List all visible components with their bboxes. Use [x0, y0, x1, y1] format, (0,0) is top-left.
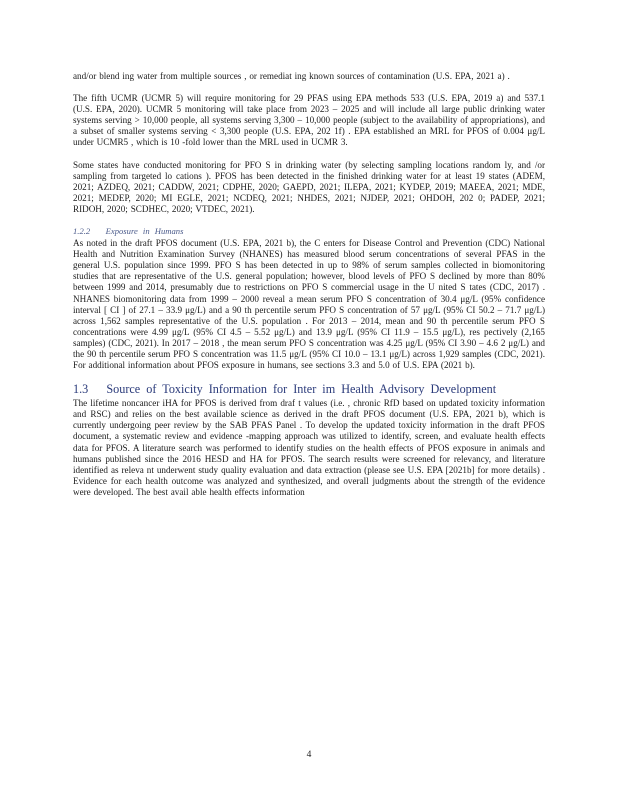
- paragraph-spacer: [73, 82, 545, 93]
- section-number: 1.3: [73, 382, 89, 397]
- page-content: [73, 71, 545, 498]
- paragraph-spacer: [73, 215, 545, 226]
- subsection-title: Exposure in Humans: [105, 226, 184, 237]
- subsection-number: 1.2.2: [73, 226, 91, 237]
- paragraph-spacer: [73, 149, 545, 160]
- paragraph-spacer: [73, 371, 545, 382]
- section-title: Source of Toxicity Information for Inter im Health Advisory Development: [106, 382, 497, 397]
- page-number: 4: [306, 750, 312, 760]
- paragraph-toxicity-source: The lifetime noncancer iHA for PFOS is derived from draf t values (i.e. , chronic RfD based on updated toxicity information and RSC) and relies on the best available science as derived in the draft PFOS document (U.S. EPA, 2021 b), which is currently undergoing peer review by the SAB PFAS Panel . To develop the updated toxicity information in the draft PFOS document, a systematic review and evidence -mapping approach was utilized to identify, screen, and evaluate health effects data for PFOS. A literature search was performed to identify studies on the health effects of PFOS exposure in animals and humans published since the 2016 HESD and HA for PFOS. The search results were screened for relevancy, and literature identified as releva nt underwent study quality evaluation and data extraction (please see U.S. EPA [2021b] for more details) . Evidence for each health outcome was analyzed and synthesized, and overall judgments about the strength of the evidence were developed. The best avail able health effects information: [73, 398, 545, 497]
- paragraph-state-monitoring: Some states have conducted monitoring for PFO S in drinking water (by selecting sampling locations random ly, and /or sampling from targeted lo cations ). PFOS has been detected in the finished drinking water for at least 19 states (ADEM, 2021; AZDEQ, 2021; CADDW, 2021; CDPHE, 2020; GAEPD, 2021; ILEPA, 2021; KYDEP, 2019; MAEEA, 2021; MDE, 2021; MEDEP, 2020; MI EGLE, 2021; NCDEQ, 2021; NHDES, 2021; NJDEP, 2021; OHDOH, 202 0; PADEP, 2021; RIDOH, 2020; SCDHEC, 2020; VTDEC, 2021).: [73, 159, 545, 214]
- paragraph-ucmr5: The fifth UCMR (UCMR 5) will require monitoring for 29 PFAS using EPA methods 533 (U.S. EPA, 2019 a) and 537.1 (U.S. EPA, 2020). UCMR 5 monitoring will take place from 2023 – 2025 and will include all large public drinking water systems serving > 10,000 people, all systems serving 3,300 – 10,000 people (subject to the availability of appropriations), and a subset of smaller systems serving < 3,300 people (U.S. EPA, 202 1f) . EPA established an MRL for PFOS of 0.004 μg/L under UCMR5 , which is 10 -fold lower than the MRL used in UCMR 3.: [73, 93, 545, 148]
- paragraph-human-exposure: As noted in the draft PFOS document (U.S. EPA, 2021 b), the C enters for Disease Control and Prevention (CDC) National Health and Nutrition Examination Survey (NHANES) has measured blood serum concentrations of several PFAS in the general U.S. population since 1999. PFO S has been detected in up to 98% of serum samples collected in biomonitoring studies that are representative of the U.S. general population; however, blood levels of PFO S declined by more than 80% between 1999 and 2014, presumably due to restrictions on PFO S commercial usage in the U nited S tates (CDC, 2017) . NHANES biomonitoring data from 1999 – 2000 reveal a mean serum PFO S concentration of 30.4 μg/L (95% confidence interval [ CI ] of 27.1 – 33.9 μg/L) and a 90 th percentile serum PFO S concentration of 57 μg/L (95% CI 50.2 – 71.7 μg/L) across 1,562 samples representative of the U.S. population . For 2013 – 2014, mean and 90 th percentile serum PFO S concentrations were 4.99 μg/L (95% CI 4.5 – 5.52 μg/L) and 13.9 μg/L (95% CI 11.9 – 15.5 μg/L), res pectively (2,165 samples) (CDC, 2021). In 2017 – 2018 , the mean serum PFO S concentration was 4.25 μg/L (95% CI 3.90 – 4.6 2 μg/L) and the 90 th percentile serum PFO S concentration was 11.5 μg/L (95% CI 10.0 – 13.1 μg/L) across 1,929 samples (CDC, 2021). For additional information about PFOS exposure in humans, see sections 3.3 and 5.0 of U.S. EPA (2021 b).: [73, 238, 545, 371]
- section-heading: [73, 382, 545, 396]
- subsection-heading: [73, 226, 545, 237]
- paragraph-remediation: and/or blend ing water from multiple sources , or remediat ing known sources of contamination (U.S. EPA, 2021 a) .: [73, 71, 510, 81]
